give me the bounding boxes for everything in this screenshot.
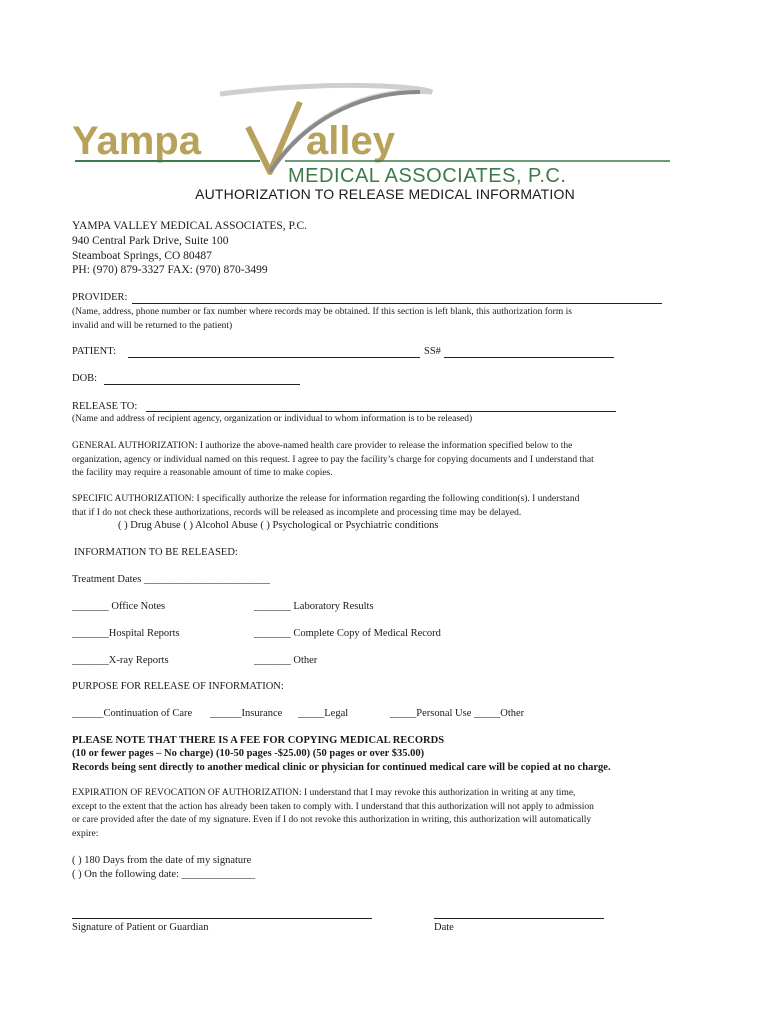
- logo-word-alley: alley: [306, 119, 395, 163]
- general-authorization-line-3: the facility may require a reasonable amount of time to make copies.: [72, 468, 333, 478]
- specific-authorization-line-1: SPECIFIC AUTHORIZATION: I specifically authorize the release for information regarding the following condition(s). I understand: [72, 494, 580, 504]
- release-to-label: RELEASE TO:: [72, 401, 138, 412]
- logo-subtitle: MEDICAL ASSOCIATES, P.C.: [288, 165, 567, 187]
- fee-notice-line-3: Records being sent directly to another medical clinic or physician for continued medical care will be copied at no charge.: [72, 762, 611, 773]
- other-info-item[interactable]: _______ Other: [254, 655, 318, 666]
- fee-notice-line-1: PLEASE NOTE THAT THERE IS A FEE FOR COPYING MEDICAL RECORDS: [72, 735, 445, 746]
- logo-word-yampa: Yampa: [72, 119, 201, 163]
- provider-note-1: (Name, address, phone number or fax number where records may be obtained. If this section is left blank, this authorization form is: [72, 307, 572, 317]
- expiration-option-date[interactable]: ( ) On the following date: ______________: [72, 869, 256, 880]
- xray-reports-item[interactable]: _______X-ray Reports: [72, 655, 169, 666]
- lab-results-item[interactable]: _______ Laboratory Results: [254, 601, 374, 612]
- expiration-option-180-days[interactable]: ( ) 180 Days from the date of my signature: [72, 855, 252, 866]
- hospital-reports-item[interactable]: _______Hospital Reports: [72, 628, 180, 639]
- purpose-continuation[interactable]: ______Continuation of Care: [72, 708, 193, 719]
- signature-label: Signature of Patient or Guardian: [72, 922, 209, 933]
- ss-label: SS#: [424, 346, 441, 357]
- patient-label: PATIENT:: [72, 346, 117, 357]
- treatment-dates[interactable]: Treatment Dates ________________________: [72, 574, 270, 585]
- expiration-line-4: expire:: [72, 829, 99, 839]
- info-heading: INFORMATION TO BE RELEASED:: [74, 547, 238, 558]
- expiration-line-3: or care provided after the date of my signature. Even if I do not revoke this authorization in writing, this authorization will automatically: [72, 815, 592, 825]
- condition-checkboxes[interactable]: ( ) Drug Abuse ( ) Alcohol Abuse ( ) Psychological or Psychiatric conditions: [118, 520, 439, 531]
- address-line-2: 940 Central Park Drive, Suite 100: [72, 235, 229, 247]
- release-to-note: (Name and address of recipient agency, organization or individual to whom information is to be released): [72, 414, 473, 424]
- signature-field[interactable]: [72, 918, 372, 919]
- dob-field[interactable]: [104, 384, 300, 385]
- general-authorization-line-2: organization, agency or individual named on this request. I agree to pay the facility’s charge for copying documents and I understand that: [72, 455, 594, 465]
- specific-authorization-line-2: that if I do not check these authorizations, records will be released as incomplete and processing time may be delayed.: [72, 508, 522, 518]
- address-line-1: YAMPA VALLEY MEDICAL ASSOCIATES, P.C.: [72, 220, 308, 232]
- dob-label: DOB:: [72, 373, 98, 384]
- provider-field[interactable]: [132, 303, 662, 304]
- patient-name-field[interactable]: [128, 357, 420, 358]
- ss-field[interactable]: [444, 357, 614, 358]
- provider-note-2: invalid and will be returned to the patient): [72, 321, 233, 331]
- fee-notice-line-2: (10 or fewer pages – No charge) (10-50 pages -$25.00) (50 pages or over $35.00): [72, 748, 425, 759]
- expiration-line-1: EXPIRATION OF REVOCATION OF AUTHORIZATION: I understand that I may revoke this authorization in writing at any time,: [72, 788, 576, 798]
- date-field[interactable]: [434, 918, 604, 919]
- expiration-line-2: except to the extent that the action has already been taken to comply with. I understand that this authorization will not apply to admission: [72, 802, 594, 812]
- purpose-heading: PURPOSE FOR RELEASE OF INFORMATION:: [72, 681, 284, 692]
- office-notes-item[interactable]: _______ Office Notes: [72, 601, 166, 612]
- provider-label: PROVIDER:: [72, 292, 128, 303]
- purpose-insurance[interactable]: ______Insurance: [210, 708, 283, 719]
- form-title: AUTHORIZATION TO RELEASE MEDICAL INFORMATION: [195, 186, 575, 202]
- complete-copy-item[interactable]: _______ Complete Copy of Medical Record: [254, 628, 441, 639]
- purpose-personal-other[interactable]: _____Personal Use _____Other: [390, 708, 525, 719]
- address-line-3: Steamboat Springs, CO 80487: [72, 250, 212, 262]
- purpose-legal[interactable]: _____Legal: [298, 708, 349, 719]
- general-authorization-line-1: GENERAL AUTHORIZATION: I authorize the above-named health care provider to release the information specified below to the: [72, 441, 573, 451]
- release-to-field[interactable]: [146, 411, 616, 412]
- date-label: Date: [434, 922, 454, 933]
- yampa-valley-logo: [70, 82, 680, 187]
- address-line-4: PH: (970) 879-3327 FAX: (970) 870-3499: [72, 264, 268, 276]
